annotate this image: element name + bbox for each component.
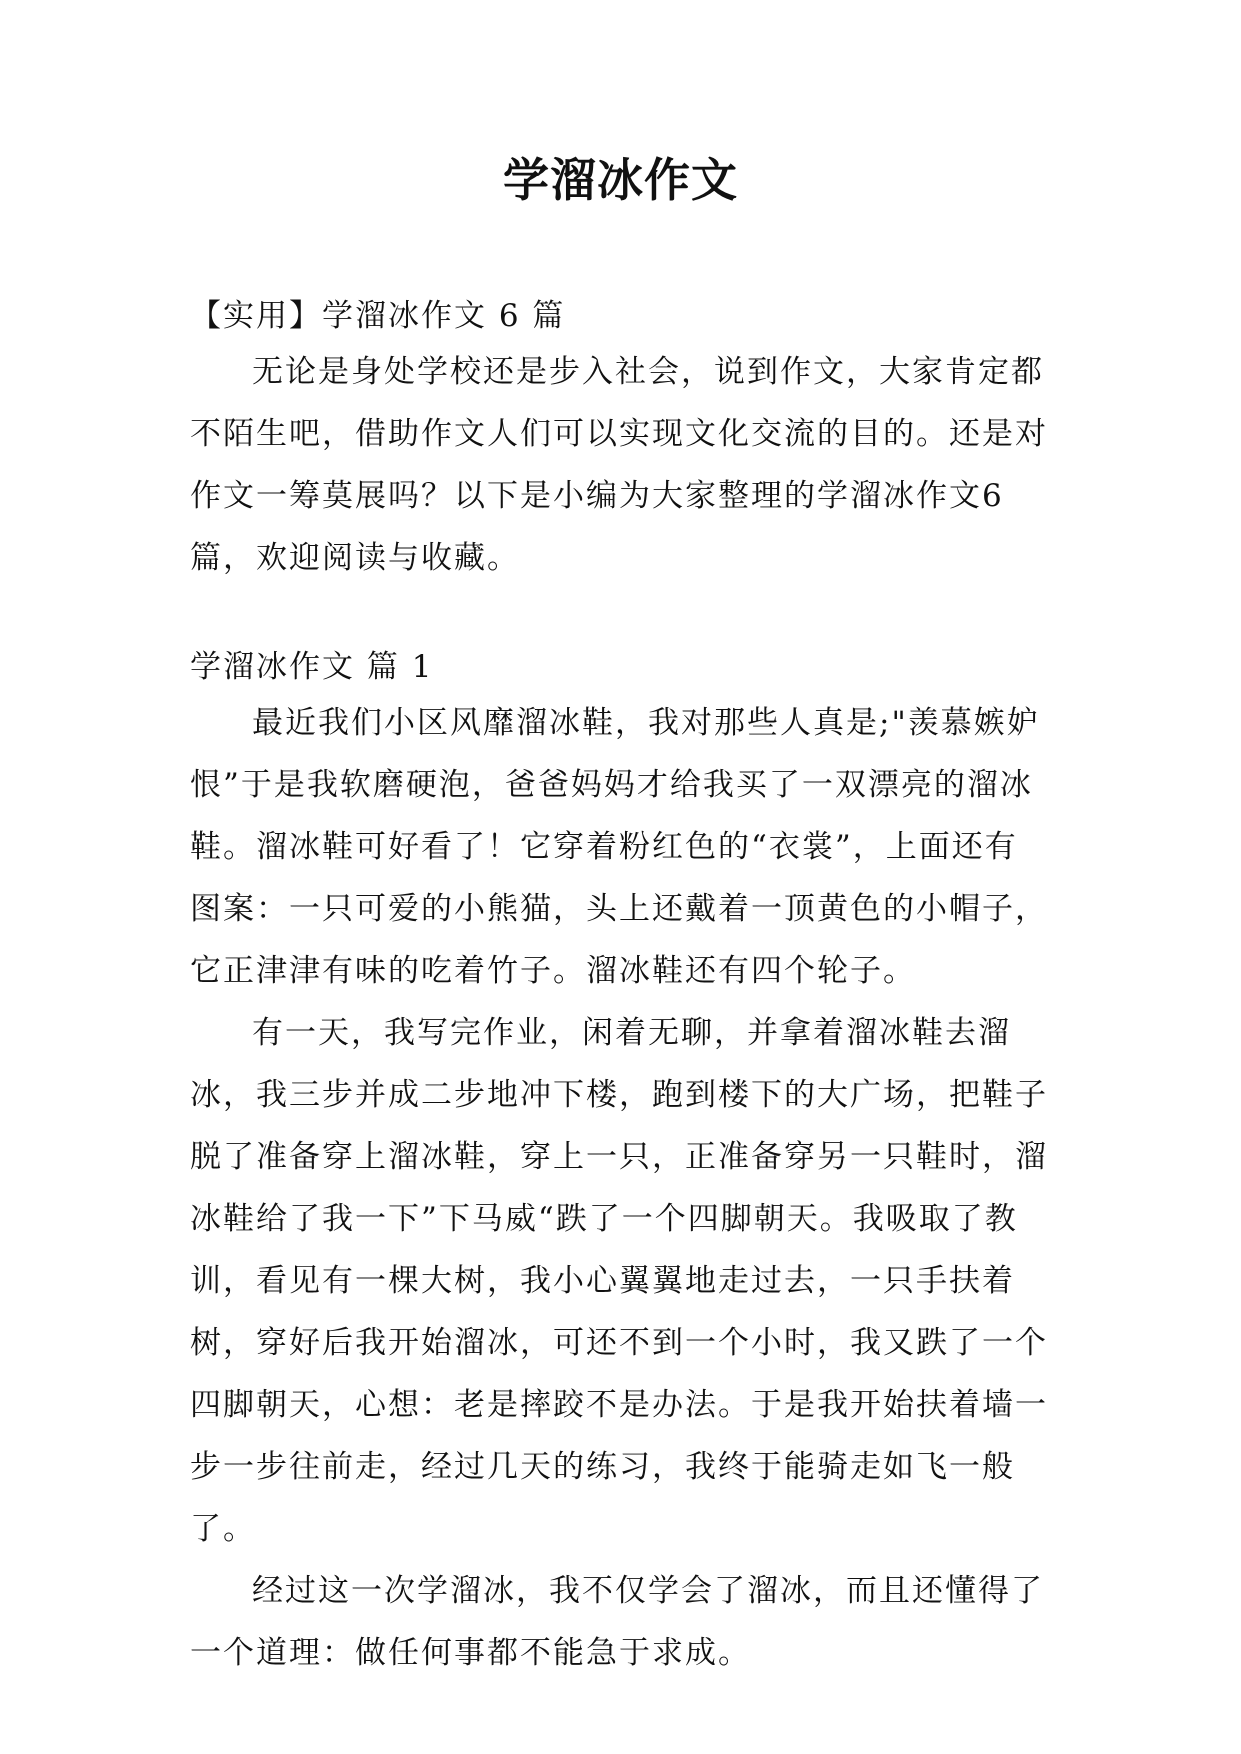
section-paragraph: 经过这一次学溜冰，我不仅学会了溜冰，而且还懂得了一个道理：做任何事都不能急于求成。: [190, 1573, 1044, 1671]
document-subtitle: 【实用】学溜冰作文 6 篇: [190, 298, 566, 334]
intro-paragraph: 无论是身处学校还是步入社会，说到作文，大家肯定都不陌生吧，借助作文人们可以实现文化交流的目的。还是对作文一筹莫展吗？以下是小编为大家整理的学溜冰作文6篇，欢迎阅读与收藏。: [190, 354, 1048, 576]
section-paragraph: 有一天，我写完作业，闲着无聊，并拿着溜冰鞋去溜冰，我三步并成二步地冲下楼，跑到楼下的大广场，把鞋子脱了准备穿上溜冰鞋，穿上一只，正准备穿另一只鞋时，溜冰鞋给了我一下”下马威“跌了一个四脚朝天。我吸取了教训，看见有一棵大树，我小心翼翼地走过去，一只手扶着树，穿好后我开始溜冰，可还不到一个小时，我又跌了一个四脚朝天，心想：老是摔跤不是办法。于是我开始扶着墙一步一步往前走，经过几天的练习，我终于能骑走如飞一般了。: [190, 1015, 1048, 1547]
document-title: 学溜冰作文: [503, 153, 738, 207]
section-paragraph: 最近我们小区风靡溜冰鞋，我对那些人真是;"羡慕嫉妒恨”于是我软磨硬泡，爸爸妈妈才给我买了一双漂亮的溜冰鞋。溜冰鞋可好看了！它穿着粉红色的“衣裳”，上面还有图案：一只可爱的小熊猫，头上还戴着一顶黄色的小帽子，它正津津有味的吃着竹子。溜冰鞋还有四个轮子。: [190, 705, 1048, 989]
section-body: [190, 692, 1050, 1684]
section-heading: 学溜冰作文 篇 1: [190, 649, 434, 685]
